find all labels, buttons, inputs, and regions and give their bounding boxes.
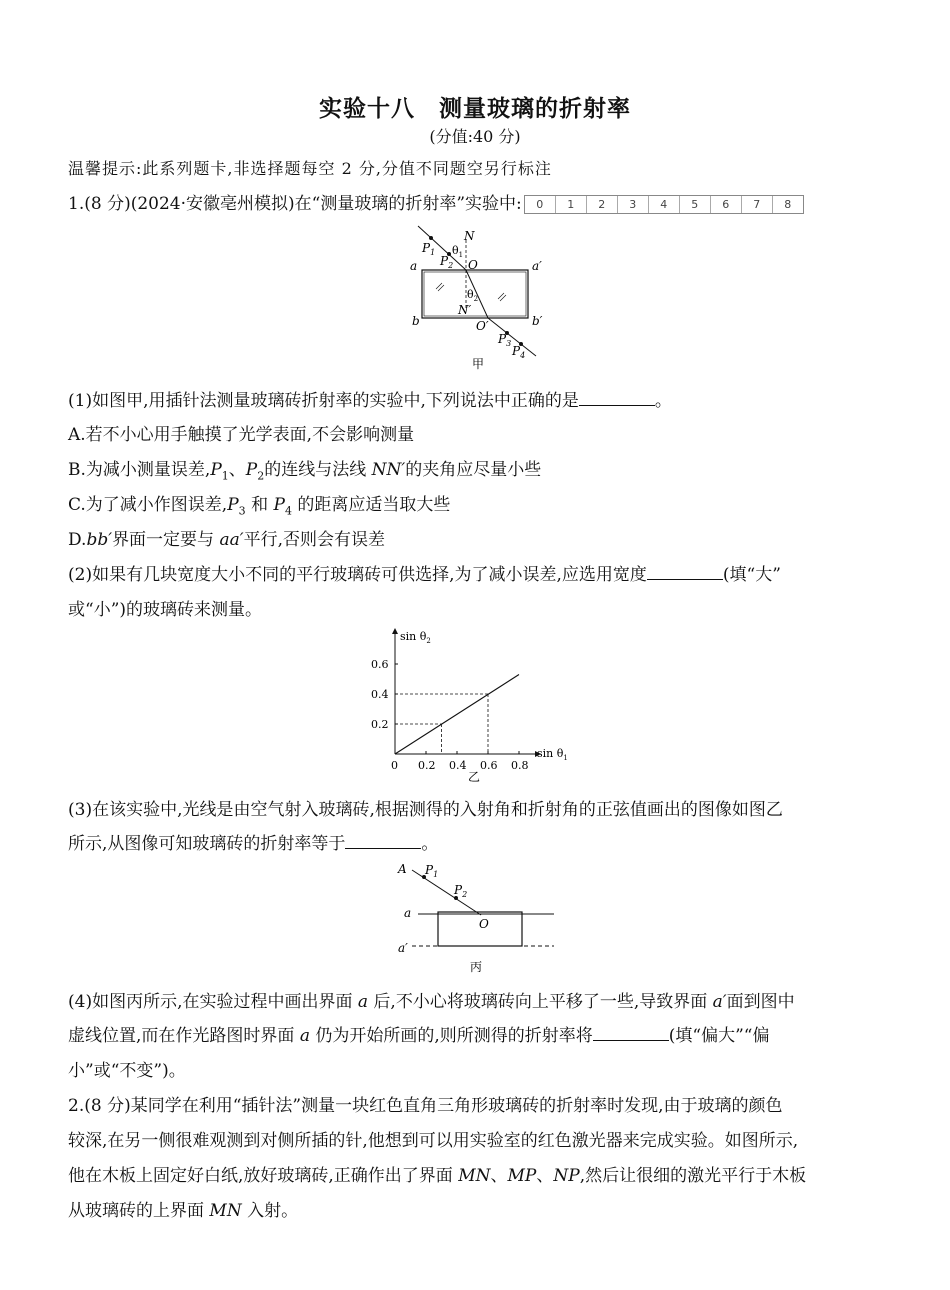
option-c-p3: P: [227, 495, 239, 515]
q1-part4-a: a: [357, 992, 369, 1012]
label-p1-sub: 1: [433, 870, 439, 879]
q2-text-3b: ,然后让很细的激光平行于木板: [579, 1166, 807, 1186]
label-b-prime: b′: [532, 314, 543, 328]
svg-text:sin θ2: [400, 630, 431, 645]
label-p1: P: [425, 863, 434, 877]
y-axis-label: sin θ: [400, 630, 427, 643]
q2-mn-2: MN: [209, 1201, 242, 1221]
x-tick-label-0.2: 0.2: [418, 759, 436, 772]
q1-header: [68, 189, 804, 214]
figure-jia: [400, 222, 560, 372]
q1-part3-line1: (3)在该实验中,光线是由空气射入玻璃砖,根据测得的入射角和折射角的正弦值画出的图像如图乙: [68, 800, 783, 820]
q1-part2-line2: 或“小”)的玻璃砖来测量。: [68, 600, 263, 620]
label-theta1-sub: 1: [458, 251, 464, 259]
label-p1-sub: 1: [430, 248, 436, 257]
q1-part1-end: 。: [654, 391, 672, 411]
x-axis-label-sub: 1: [563, 754, 568, 762]
label-p3-sub: 3: [506, 339, 512, 348]
y-tick-label-0.4: 0.4: [371, 688, 389, 701]
label-p1: P: [422, 241, 431, 255]
score-box-6[interactable]: 6: [711, 196, 742, 213]
q1-part4-text-1b: 后,不小心将玻璃砖向上平移了一些,导致界面: [368, 992, 713, 1012]
score-box-7[interactable]: 7: [742, 196, 773, 213]
figure-yi-chart: [370, 626, 590, 786]
score-box-1[interactable]: 1: [556, 196, 587, 213]
option-b-nn: NN′: [371, 460, 406, 480]
label-a-point: A: [398, 862, 407, 876]
q1-part4-line3: 小”或“不变”)。: [68, 1061, 186, 1081]
answer-blank-4[interactable]: [593, 1026, 669, 1041]
q2-line2: 较深,在另一侧很难观测到对侧所插的针,他想到可以用实验室的红色激光器来完成实验。如图所示,: [68, 1131, 799, 1151]
label-o: O: [468, 258, 478, 272]
option-d-text-1: 界面一定要与: [112, 530, 220, 550]
option-d[interactable]: [68, 525, 385, 550]
label-theta2-sub: 2: [473, 295, 479, 303]
svg-text:P4: [511, 344, 525, 360]
svg-text:θ2: [467, 288, 478, 303]
y-tick-label-0.2: 0.2: [371, 718, 389, 731]
x-axis-label: sin θ: [537, 747, 564, 760]
caption-bing: 丙: [470, 960, 483, 974]
q1-part4-a-prime: a′: [712, 992, 727, 1012]
score-box-8[interactable]: 8: [784, 198, 792, 211]
option-c-and: 和: [245, 495, 274, 515]
label-a: a: [410, 259, 418, 273]
option-c-p3-sub: 3: [238, 504, 246, 518]
answer-blank-3[interactable]: [345, 834, 421, 849]
option-d-text-2: 平行,否则会有误差: [243, 530, 386, 550]
score-box-4[interactable]: 4: [649, 196, 680, 213]
score-box-5[interactable]: 5: [680, 196, 711, 213]
option-b-p1: P: [210, 460, 222, 480]
score-value: (分值:40 分): [429, 127, 521, 146]
figure-bing: [392, 857, 562, 977]
q1-part3-end: 。: [421, 834, 439, 854]
option-d-bb: bb′: [86, 530, 113, 550]
q1-part4-text-2a: 虚线位置,而在作光路图时界面: [68, 1026, 300, 1046]
answer-blank-2[interactable]: [647, 565, 723, 580]
q1-part1-stem: [68, 386, 672, 411]
score-box-3[interactable]: 3: [618, 196, 649, 213]
q2-text-4b: 入射。: [241, 1201, 299, 1221]
label-p4: P: [512, 344, 521, 358]
svg-text:P1: [421, 241, 435, 257]
x-tick-label-0.8: 0.8: [511, 759, 529, 772]
label-n-prime: N′: [458, 303, 472, 317]
q2-sep-2: 、: [536, 1166, 554, 1186]
option-d-aa: aa′: [219, 530, 244, 550]
option-c-text-1: C.为了减小作图误差,: [68, 495, 228, 515]
x-tick-label-0.6: 0.6: [480, 759, 498, 772]
label-theta1: θ: [452, 244, 459, 257]
option-b-text-2: 的连线与法线: [264, 460, 372, 480]
option-b-p2-sub: 2: [257, 469, 265, 483]
label-a-prime: a′: [532, 259, 542, 273]
label-n: N: [464, 229, 475, 243]
option-d-prefix: D.: [68, 530, 87, 550]
tip-text: 温馨提示:此系列题卡,非选择题每空 2 分,分值不同题空另行标注: [68, 159, 552, 178]
label-a-prime: a′: [398, 941, 408, 955]
label-a: a: [404, 906, 412, 920]
q2-line4: [68, 1196, 298, 1221]
label-o-prime: O′: [476, 319, 489, 333]
label-p2: P: [440, 254, 449, 268]
option-c-p4: P: [273, 495, 285, 515]
q1-part2-text-1-end: (填“大”: [722, 565, 781, 585]
score-box-0[interactable]: 0: [525, 196, 556, 213]
caption-yi: 乙: [468, 770, 481, 784]
label-p2: P: [454, 883, 463, 897]
svg-text:P1: [424, 863, 438, 879]
y-axis-label-sub: 2: [426, 637, 431, 645]
q1-part4-text-1c: 面到图中: [726, 992, 795, 1012]
q1-header-text: 1.(8 分)(2024·安徽亳州模拟)在“测量玻璃的折射率”实验中:: [68, 194, 522, 214]
q2-text-3a: 他在木板上固定好白纸,放好玻璃砖,正确作出了界面: [68, 1166, 459, 1186]
q1-part4-line2: [68, 1021, 769, 1046]
q1-part4-line1: [68, 987, 795, 1012]
y-tick-label-0.6: 0.6: [371, 658, 389, 671]
q2-np: NP: [553, 1166, 580, 1186]
option-b-text-sep: 、: [228, 460, 246, 480]
glass-block: [422, 270, 528, 318]
q1-part2-line1: [68, 560, 781, 585]
origin-label: 0: [391, 759, 398, 772]
q2-mn: MN: [458, 1166, 491, 1186]
option-c-text-2: 的距离应适当取大些: [291, 495, 451, 515]
option-c-p4-sub: 4: [284, 504, 292, 518]
option-b-p1-sub: 1: [221, 469, 229, 483]
data-line-0: [395, 675, 519, 755]
label-b: b: [412, 314, 420, 328]
q1-part3-line2: [68, 829, 438, 854]
q1-part4-text-2-end: (填“偏大”“偏: [668, 1026, 770, 1046]
q1-part4-a-2: a: [299, 1026, 310, 1046]
q1-part2-text-1: (2)如果有几块宽度大小不同的平行玻璃砖可供选择,为了减小误差,应选用宽度: [68, 565, 647, 585]
svg-text:sin θ1: [537, 747, 568, 762]
label-p4-sub: 4: [520, 351, 526, 360]
option-a[interactable]: A.若不小心用手触摸了光学表面,不会影响测量: [68, 425, 415, 445]
label-p2-sub: 2: [448, 261, 454, 270]
x-tick-label-0.4: 0.4: [449, 759, 467, 772]
label-p2-sub: 2: [462, 890, 468, 899]
option-b[interactable]: [68, 455, 541, 482]
q2-text-4a: 从玻璃砖的上界面: [68, 1201, 210, 1221]
svg-text:P2: [453, 883, 467, 899]
page-title: 实验十八 测量玻璃的折射率: [319, 96, 631, 122]
score-box-2[interactable]: 2: [587, 196, 618, 213]
q1-part1-text: (1)如图甲,用插针法测量玻璃砖折射率的实验中,下列说法中正确的是: [68, 391, 579, 411]
q2-line1: 2.(8 分)某同学在利用“插针法”测量一块红色直角三角形玻璃砖的折射率时发现,由于玻璃的颜色: [68, 1096, 783, 1116]
option-b-text-1: B.为减小测量误差,: [68, 460, 211, 480]
q1-part3-text-2: 所示,从图像可知玻璃砖的折射率等于: [68, 834, 346, 854]
label-o: O: [479, 917, 489, 931]
option-c[interactable]: [68, 490, 450, 517]
label-p3: P: [498, 332, 507, 346]
label-theta2: θ: [467, 288, 474, 301]
caption-jia: 甲: [472, 357, 485, 371]
q2-sep-1: 、: [490, 1166, 508, 1186]
q1-part4-text-2b: 仍为开始所画的,则所测得的折射率将: [309, 1026, 593, 1046]
glass-block-inner: [424, 272, 526, 316]
svg-text:θ1: [452, 244, 463, 259]
q1-part4-text-1a: (4)如图丙所示,在实验过程中画出界面: [68, 992, 358, 1012]
option-b-p2: P: [245, 460, 258, 480]
score-box-row[interactable]: [524, 195, 804, 214]
option-b-text-3: 的夹角应尽量小些: [405, 460, 542, 480]
answer-blank-1[interactable]: [579, 391, 655, 406]
q2-line3: [68, 1161, 806, 1186]
q2-mp: MP: [507, 1166, 537, 1186]
